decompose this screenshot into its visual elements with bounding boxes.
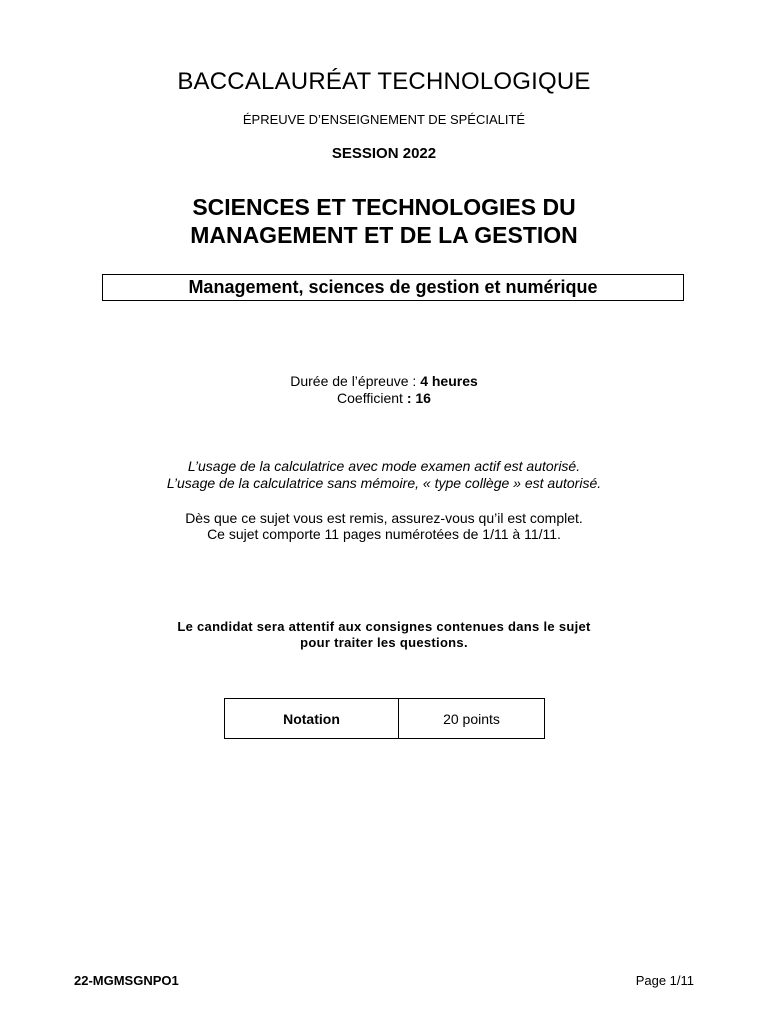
filiere-title	[0, 193, 768, 249]
footer-code: 22-MGMSGNPO1	[74, 973, 179, 988]
calculatrice-line-2: L’usage de la calculatrice sans mémoire, « type collège » est autorisé.	[166, 475, 602, 491]
notation-table	[224, 698, 545, 739]
duree-line	[0, 373, 768, 390]
notation-row	[225, 699, 545, 739]
filiere-line-2: MANAGEMENT ET DE LA GESTION	[190, 222, 578, 248]
filiere-line-1: SCIENCES ET TECHNOLOGIES DU	[192, 194, 576, 220]
consignes-line-1: Le candidat sera attentif aux consignes contenues dans le sujet	[177, 619, 591, 634]
exam-type: ÉPREUVE D’ENSEIGNEMENT DE SPÉCIALITÉ	[242, 112, 526, 127]
session-year: SESSION 2022	[331, 145, 437, 162]
specialite-box: Management, sciences de gestion et numérique	[102, 274, 684, 301]
exam-title: BACCALAURÉAT TECHNOLOGIQUE	[177, 68, 591, 95]
notation-label: Notation	[225, 699, 399, 739]
calculatrice-notice	[0, 458, 768, 492]
duree-label: Durée de l’épreuve :	[290, 373, 421, 389]
consignes-line-2: pour traiter les questions.	[300, 635, 468, 650]
coefficient-line	[0, 390, 768, 407]
exam-info	[0, 373, 768, 407]
coefficient-value: : 16	[402, 390, 431, 406]
consignes-notice	[0, 619, 768, 651]
sujet-line-2: Ce sujet comporte 11 pages numérotées de 1/11 à 11/11.	[207, 526, 561, 542]
duree-value: 4 heures	[420, 373, 478, 389]
page-number: Page 1/11	[635, 973, 694, 988]
calculatrice-line-1: L’usage de la calculatrice avec mode examen actif est autorisé.	[187, 458, 581, 474]
sujet-notice	[0, 510, 768, 542]
notation-value: 20 points	[399, 699, 545, 739]
coefficient-label: Coefficient	[337, 390, 403, 406]
sujet-line-1: Dès que ce sujet vous est remis, assurez-vous qu’il est complet.	[185, 510, 583, 526]
